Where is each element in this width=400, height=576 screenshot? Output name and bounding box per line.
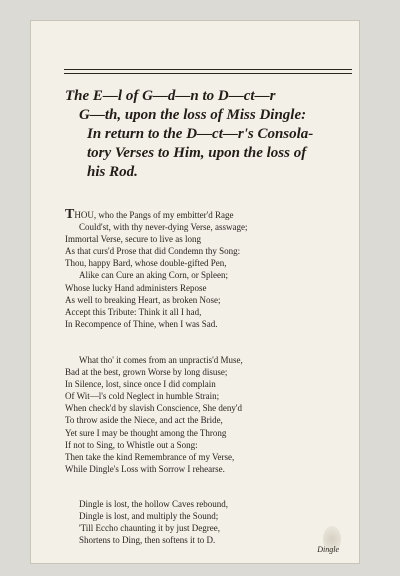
verse-line: In Silence, lost, since once I did complain <box>65 379 216 390</box>
title-line: G—th, upon the loss of Miss Dingle: <box>79 107 307 123</box>
verse-line: Immortal Verse, secure to live as long <box>65 234 202 245</box>
verse-line: Bad at the best, grown Worse by long disuse; <box>65 367 228 378</box>
title-line: tory Verses to Him, upon the loss of <box>87 145 307 161</box>
verse-line: Yet sure I may be thought among the Throng <box>65 427 227 438</box>
verse-line: When check'd by slavish Conscience, She deny'd <box>65 403 242 414</box>
verse-line: As well to breaking Heart, as broken Nose; <box>65 294 221 305</box>
verse-line: Thou, happy Bard, whose double-gifted Pen, <box>65 258 227 269</box>
document-page <box>30 20 360 564</box>
verse-line: 'Till Eccho chaunting it by just Degree, <box>79 523 221 534</box>
verse-line: Dingle is lost, and multiply the Sound; <box>79 511 219 522</box>
stanza-3 <box>65 498 325 546</box>
verse-line: To throw aside the Niece, and act the Bride, <box>65 415 223 426</box>
verse-line: As that curs'd Prose that did Condemn thy Song: <box>65 246 241 257</box>
verse-line: Could'st, with thy never-dying Verse, asswage; <box>79 222 248 233</box>
header-rule <box>64 69 352 70</box>
verse-line: Of Wit—l's cold Neglect in humble Strain; <box>65 391 220 402</box>
verse-line: If not to Sing, to Whistle out a Song: <box>65 439 198 450</box>
verse-line: Accept this Tribute: Think it all I had, <box>65 306 202 317</box>
verse-line: Then take the kind Remembrance of my Verse, <box>65 451 235 462</box>
catchword: Dingle <box>317 545 339 554</box>
verse-line: What tho' it comes from an unpractis'd Muse, <box>79 355 243 365</box>
title-line: his Rod. <box>87 164 138 180</box>
verse-line: THOU, who the Pangs of my embitter'd Rage <box>65 207 234 222</box>
verse-line: While Dingle's Loss with Sorrow I rehearse. <box>65 463 225 474</box>
drop-cap: T <box>65 207 75 222</box>
stanza-1 <box>65 209 325 330</box>
verse-line: Dingle is lost, the hollow Caves rebound, <box>79 499 228 509</box>
title-line: The E—l of G—d—n to D—ct—r <box>65 88 276 104</box>
verse-line: In Recompence of Thine, when I was Sad. <box>65 318 218 329</box>
verse-line: Whose lucky Hand administers Repose <box>65 282 207 293</box>
verse-line: Shortens to Ding, then softens it to D. <box>79 535 216 546</box>
verse-line: Alike can Cure an aking Corn, or Spleen; <box>79 270 228 281</box>
title-line: In return to the D—ct—r's Consola- <box>87 126 314 142</box>
stanza-2 <box>65 354 325 475</box>
poem-title <box>65 87 355 182</box>
header-rule-thin <box>64 73 352 74</box>
